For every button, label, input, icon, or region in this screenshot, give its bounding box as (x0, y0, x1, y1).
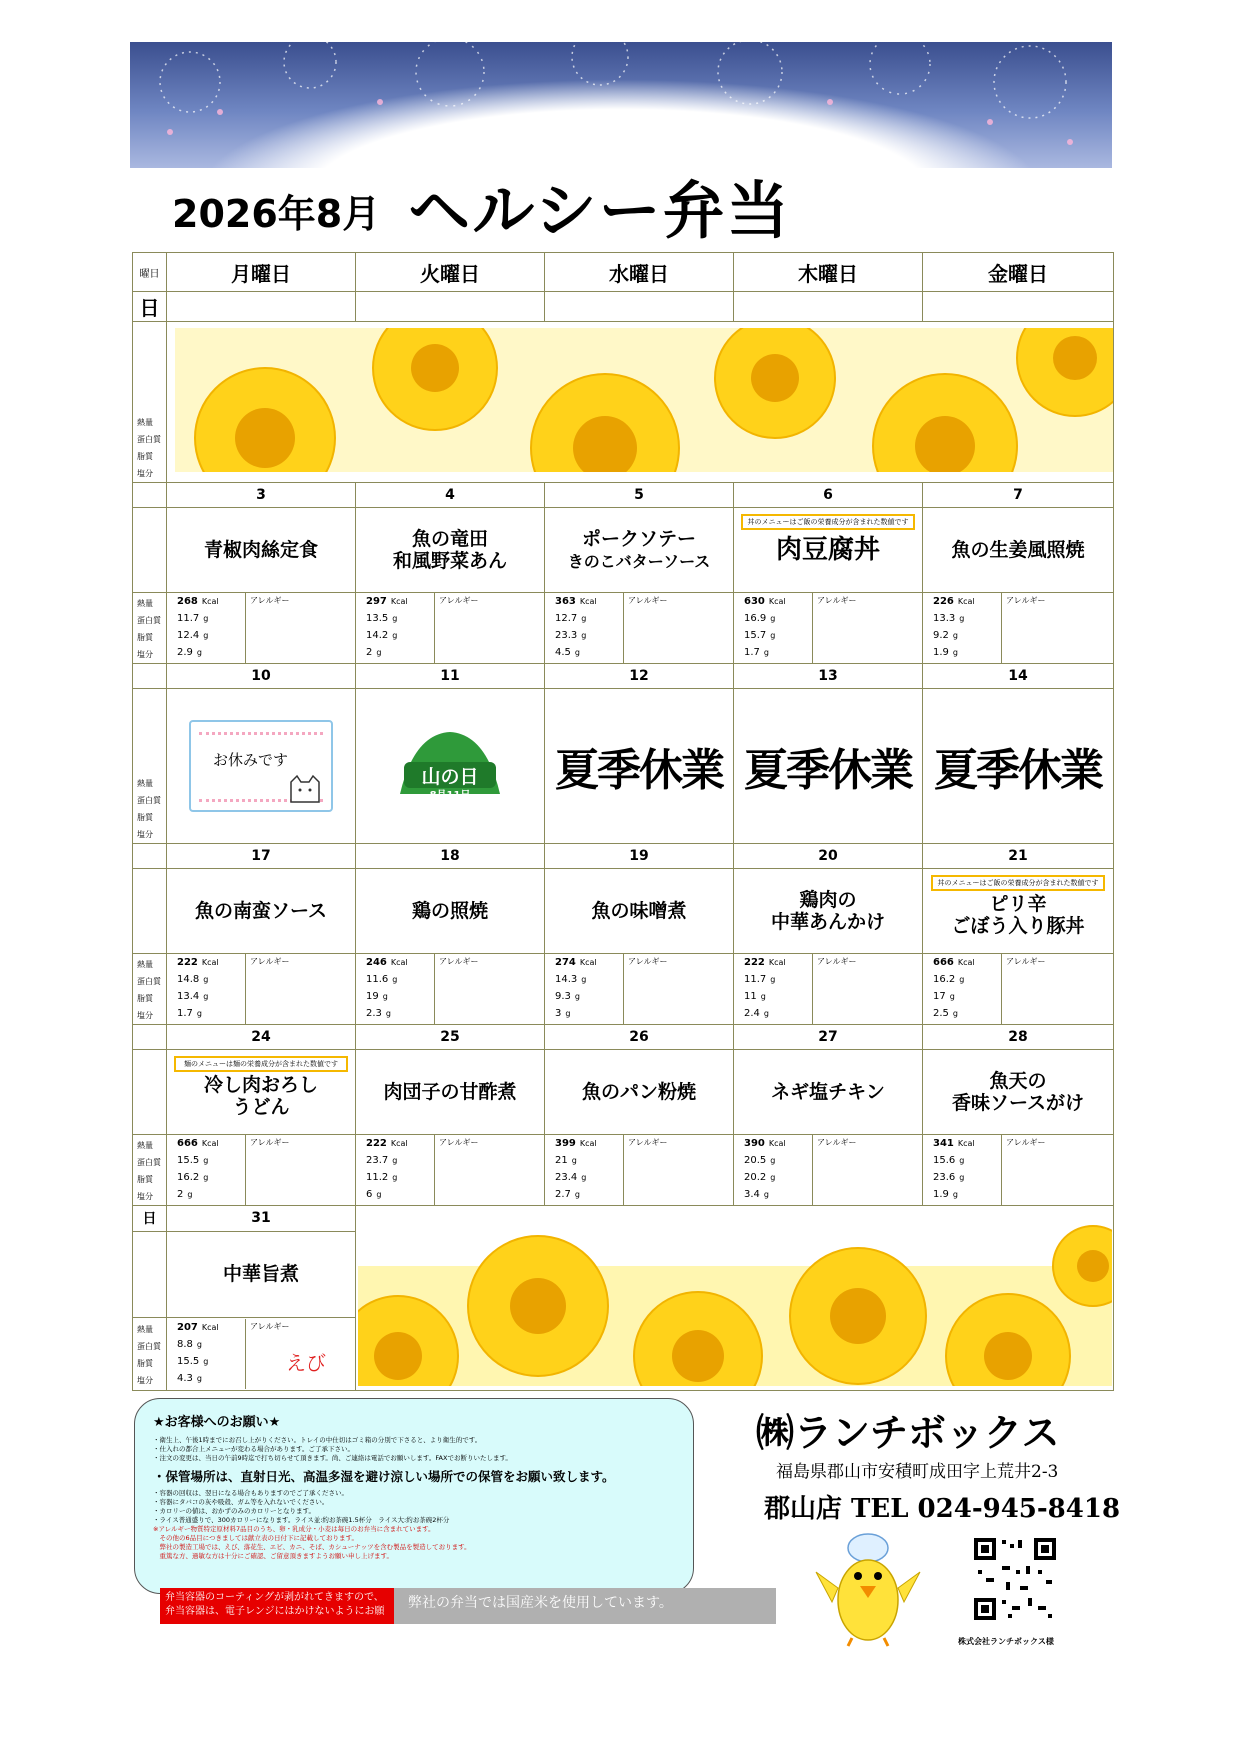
date-7: 7 (923, 483, 1114, 508)
week5-nutrition-row: 熱量 蛋白質 脂質 塩分 207 Kcal 8.8 g 15.5 g 4.3 g アレルギー えび (133, 1318, 1114, 1391)
date-20: 20 (734, 844, 923, 869)
date-13: 13 (734, 664, 923, 689)
menu-24: 麺のメニューは麺の栄養成分が含まれた数値です 冷し肉おろし うどん (167, 1050, 356, 1135)
header-mon: 月曜日 (167, 253, 356, 292)
corner-label: 曜日 (133, 253, 167, 292)
nutrition-7: 226 Kcal 13.3 g 9.2 g 1.9 g アレルギー (923, 593, 1113, 663)
date-5: 5 (545, 483, 734, 508)
nutrition-19: 274 Kcal 14.3 g 9.3 g 3 g アレルギー (545, 954, 733, 1024)
week1-menu-row (133, 508, 1114, 593)
week5-date-row (133, 1206, 1114, 1232)
week4-menu-row (133, 1050, 1114, 1135)
header-tue: 火曜日 (356, 253, 545, 292)
week1-nutrition-row: 熱量 蛋白質 脂質 塩分 268 Kcal 11.7 g 12.4 g 2.9 g アレルギー 297 Kcal 13.5 g 14.2 g 2 g アレルギー 363 Kcal 12.7 g 23.3 g 4.5 g アレルギー 630 Kcal 16.9 g 15.7 g 1.7 g アレルギー 226 Kcal 13.3 g 9.2 g 1.9 g アレルギー (133, 593, 1114, 664)
menu-calendar (132, 252, 1114, 1391)
header-thu: 木曜日 (734, 253, 923, 292)
nutrition-27: 390 Kcal 20.5 g 20.2 g 3.4 g アレルギー (734, 1135, 922, 1205)
fireworks-image (130, 42, 1112, 168)
nutrition-4: 297 Kcal 13.5 g 14.2 g 2 g アレルギー (356, 593, 544, 663)
sun-label: 日 (133, 292, 167, 322)
sunflower-banner-top (175, 328, 1114, 472)
mountain-day-logo (394, 724, 506, 804)
nutrition-25: 222 Kcal 23.7 g 11.2 g 6 g アレルギー (356, 1135, 544, 1205)
nutrition-18: 246 Kcal 11.6 g 19 g 2.3 g アレルギー (356, 954, 544, 1024)
summer-break-13: 夏季休業 (744, 745, 912, 796)
menu-26: 魚のパン粉焼 (545, 1050, 734, 1135)
week3-date-row (133, 844, 1114, 869)
menu-28: 魚天の 香味ソースがけ (923, 1050, 1114, 1135)
week4-nutrition-row: 熱量 蛋白質 脂質 塩分 666 Kcal 15.5 g 16.2 g 2 g アレルギー 222 Kcal 23.7 g 11.2 g 6 g アレルギー 399 Kcal 21 g 23.4 g 2.7 g アレルギー 390 Kcal 20.5 g 20.2 g 3.4 g アレルギー 341 Kcal 15.6 g 23.6 g 1.9 g アレルギー (133, 1135, 1114, 1206)
menu-3: 青椒肉絲定食 (167, 508, 356, 593)
menu-25: 肉団子の甘酢煮 (356, 1050, 545, 1135)
menu-27: ネギ塩チキン (734, 1050, 923, 1135)
menu-19: 魚の味噌煮 (545, 869, 734, 954)
week0-image-row (133, 322, 1114, 483)
men-note: 麺のメニューは麺の栄養成分が含まれた数値です (174, 1056, 348, 1072)
nutrition-28: 341 Kcal 15.6 g 23.6 g 1.9 g アレルギー (923, 1135, 1113, 1205)
qr-code-icon (972, 1536, 1058, 1622)
nutrition-24: 666 Kcal 15.5 g 16.2 g 2 g アレルギー (167, 1135, 355, 1205)
title-year-month: 2026年8月 (172, 192, 381, 236)
summer-break-14: 夏季休業 (934, 745, 1102, 796)
date-28: 28 (923, 1025, 1114, 1050)
date-4: 4 (356, 483, 545, 508)
nutrition-26: 399 Kcal 21 g 23.4 g 2.7 g アレルギー (545, 1135, 733, 1205)
date-10: 10 (167, 664, 356, 689)
mountain-day-date: 8月11日 (429, 790, 471, 801)
nutrition-21: 666 Kcal 16.2 g 17 g 2.5 g アレルギー (923, 954, 1113, 1024)
date-18: 18 (356, 844, 545, 869)
date-24: 24 (167, 1025, 356, 1050)
menu-4: 魚の竜田 和風野菜あん (356, 508, 545, 593)
date-14: 14 (923, 664, 1114, 689)
sun-label-2: 日 (133, 1206, 167, 1232)
menu-17: 魚の南蛮ソース (167, 869, 356, 954)
date-27: 27 (734, 1025, 923, 1050)
notice-storage: ・保管場所は、直射日光、高温多湿を避け涼しい場所での保管をお願い致します。 (153, 1469, 615, 1484)
page-title (172, 170, 791, 250)
week2-special-row: 熱量 蛋白質 脂質 塩分 お休みです 山の日 8月11日 夏季休業 夏季休業 夏季休業 (133, 689, 1114, 844)
menu-20: 鶏肉の 中華あんかけ (734, 869, 923, 954)
nutrition-5: 363 Kcal 12.7 g 23.3 g 4.5 g アレルギー (545, 593, 733, 663)
menu-21: 丼のメニューはご飯の栄養成分が含まれた数値です ピリ辛 ごぼう入り豚丼 (923, 869, 1114, 954)
week1-date-row (133, 483, 1114, 508)
microwave-warning: 弁当容器のコーティングが剥がれてきますので、弁当容器は、電子レンジにはかけないようにお願 (160, 1588, 394, 1624)
donburi-note-21: 丼のメニューはご飯の栄養成分が含まれた数値です (931, 875, 1105, 891)
company-name: ㈱ランチボックス (756, 1410, 1060, 1455)
nutrition-17: 222 Kcal 14.8 g 13.4 g 1.7 g アレルギー (167, 954, 355, 1024)
menu-6: 丼のメニューはご飯の栄養成分が含まれた数値です 肉豆腐丼 (734, 508, 923, 593)
week3-nutrition-row: 熱量 蛋白質 脂質 塩分 222 Kcal 14.8 g 13.4 g 1.7 g アレルギー 246 Kcal 11.6 g 19 g 2.3 g アレルギー 274 Kcal 14.3 g 9.3 g 3 g アレルギー 222 Kcal 11.7 g 11 g 2.4 g アレルギー 666 Kcal 16.2 g 17 g 2.5 g アレルギー (133, 954, 1114, 1025)
notice-fine-2: ・容器の回収は、翌日になる場合もありますのでご了承ください。 ・容器にタバコの灰や吸殻、ガム等を入れないでください。 ・カロリーの値は、おかずのみのカロリーとなります。 ・ライス普通盛りで、300カロリーになります。ライス並:約お茶碗1.5杯分 ライス大:約お茶碗2杯分 (153, 1489, 450, 1524)
cat-icon (287, 774, 323, 804)
menu-5: ポークソテー きのこバターソース (545, 508, 734, 593)
menu-31: 中華旨煮 (167, 1231, 356, 1318)
date-21: 21 (923, 844, 1114, 869)
closed-text: お休みです (213, 751, 289, 769)
side-labels: 熱量 蛋白質 脂質 塩分 (137, 418, 161, 478)
domestic-rice-note: 弊社の弁当では国産米を使用しています。 (394, 1588, 776, 1624)
notice-fine-1: ・衛生上、午後1時までにお召し上がりください。トレイの中仕切はゴミ箱の分別で下さると、より衛生的です。 ・仕入れの都合上メニューが変わる場合があります。ご了承下さい。 ・注文の変更は、当日の午前9時迄で打ち切らせて頂きます。尚、ご連絡は電話でお願いします。FAXでお断りいたします。 (153, 1436, 512, 1462)
allergy-31: えび (286, 1351, 326, 1376)
customer-notice (134, 1398, 694, 1594)
menu-7: 魚の生姜風照焼 (923, 508, 1114, 593)
week3-menu-row (133, 869, 1114, 954)
fireworks-banner (130, 42, 1112, 168)
qr-label: 株式会社ランチボックス様 (958, 1637, 1054, 1646)
nutrition-31: 207 Kcal 8.8 g 15.5 g 4.3 g アレルギー えび (167, 1319, 355, 1389)
title-main: ヘルシー弁当 (408, 174, 791, 247)
nutrition-3: 268 Kcal 11.7 g 12.4 g 2.9 g アレルギー (167, 593, 355, 663)
date-25: 25 (356, 1025, 545, 1050)
chick-mascot-icon (812, 1528, 922, 1648)
date-11: 11 (356, 664, 545, 689)
week2-date-row (133, 664, 1114, 689)
nutrition-6: 630 Kcal 16.9 g 15.7 g 1.7 g アレルギー (734, 593, 922, 663)
notice-allergy: ※アレルギー物質特定原材料7品目のうち、卵・乳成分・小麦は毎日のお弁当に含まれています。 その他の6品目につきましては献立表の日付下に記載しております。 弊社の製造工場では、えび、落花生、エビ、カニ、そば、カシューナッツを含む製品を製造しております。 重篤な方、過敏な方は十分にご確認、ご留意頂きますようお願い申し上げます。 (153, 1525, 471, 1560)
donburi-note: 丼のメニューはご飯の栄養成分が含まれた数値です (741, 514, 915, 530)
date-12: 12 (545, 664, 734, 689)
week4-date-row (133, 1025, 1114, 1050)
date-6: 6 (734, 483, 923, 508)
header-wed: 水曜日 (545, 253, 734, 292)
menu-18: 鶏の照焼 (356, 869, 545, 954)
sunflower-banner-bottom (358, 1206, 1112, 1386)
date-3: 3 (167, 483, 356, 508)
date-17: 17 (167, 844, 356, 869)
company-address: 福島県郡山市安積町成田字上荒井2-3 (776, 1462, 1059, 1482)
store-phone: 郡山店 TEL 024-945-8418 (764, 1494, 1121, 1524)
notice-title: ★お客様へのお願い★ (153, 1415, 281, 1430)
date-19: 19 (545, 844, 734, 869)
week0-date-row (133, 292, 1114, 322)
date-26: 26 (545, 1025, 734, 1050)
weekday-header-row (133, 253, 1114, 292)
summer-break-12: 夏季休業 (555, 745, 723, 796)
closed-card (189, 720, 333, 812)
mountain-day-text: 山の日 (421, 766, 479, 788)
header-fri: 金曜日 (923, 253, 1114, 292)
date-31: 31 (167, 1206, 356, 1232)
nutrition-20: 222 Kcal 11.7 g 11 g 2.4 g アレルギー (734, 954, 922, 1024)
